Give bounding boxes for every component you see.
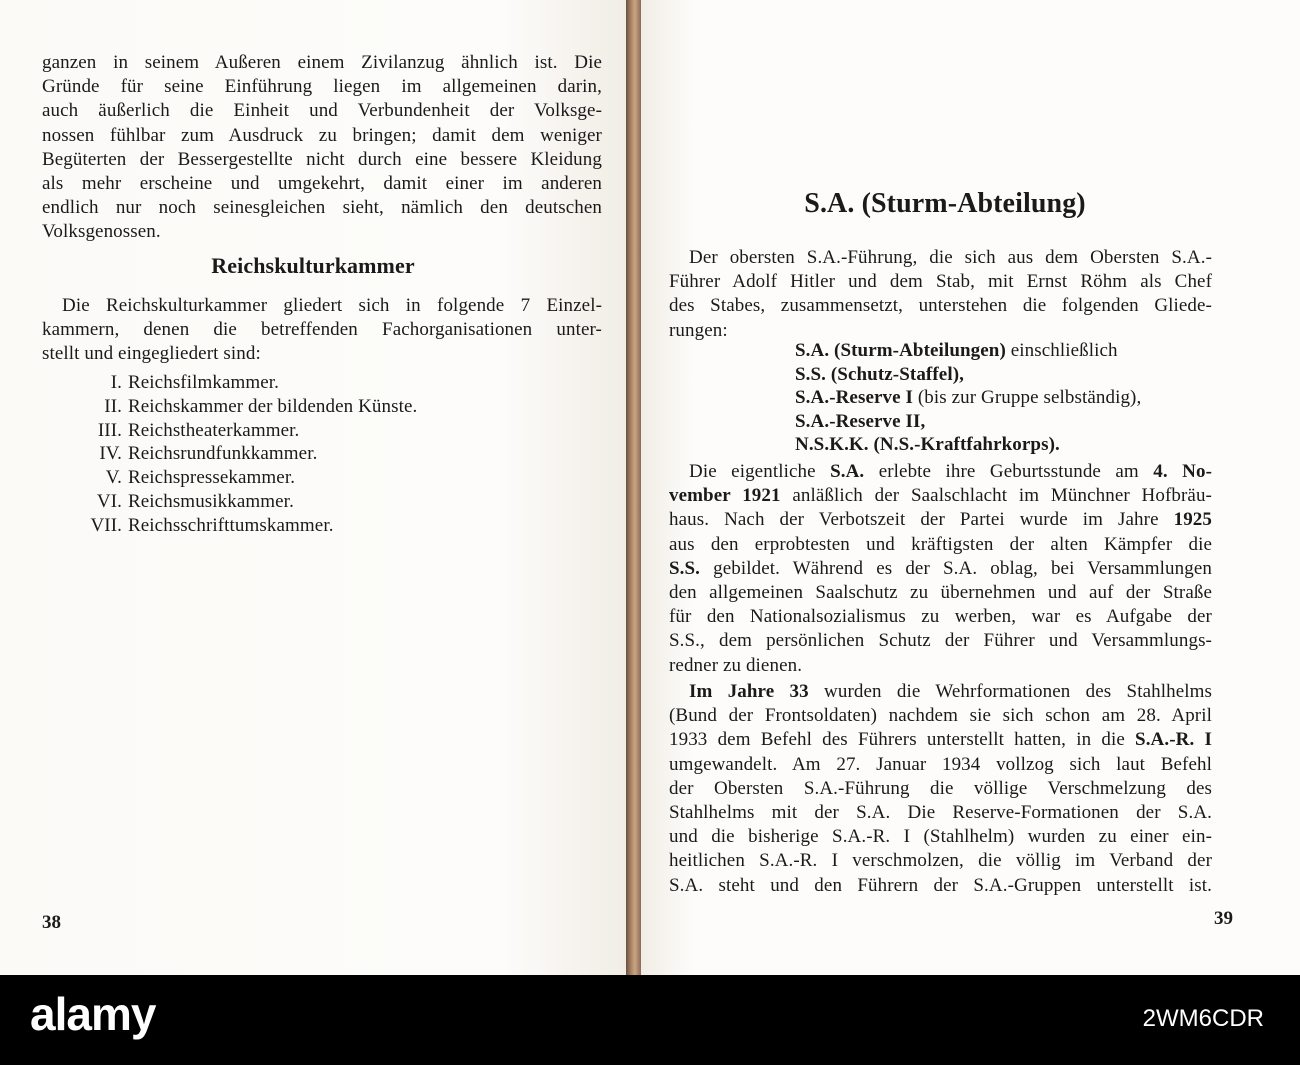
paragraph-line: Volksgenossen. (42, 221, 161, 243)
list-numeral: V. (105, 467, 122, 489)
paragraph-line: rungen: (669, 319, 728, 341)
paragraph-line (669, 485, 1212, 507)
chamber-list-item: Reichsschrifttumskammer. (128, 514, 334, 536)
bold-text: 1925 (1173, 509, 1212, 531)
text-segment: redner zu dienen. (669, 654, 803, 676)
paragraph-line: als mehr erscheine und umgekehrt, damit einer im anderen (42, 173, 602, 194)
paragraph-line: des Stabes, zusammensetzt, unterstehen die folgenden Gliede- (669, 295, 1212, 317)
text-segment: der Obersten S.A.-Führung die völlige Verschmelzung des (669, 777, 1212, 799)
text-segment: S.A. steht und den Führern der S.A.-Gruppen unterstellt ist. (669, 874, 1212, 896)
paragraph-line (689, 461, 1212, 483)
paragraph-line: nossen fühlbar zum Ausdruck zu bringen; damit dem weniger (42, 124, 602, 146)
paragraph-line: kammern, denen die betreffenden Fachorganisationen unter- (42, 319, 602, 341)
organization-list-item (795, 387, 1141, 409)
paragraph-line (669, 655, 1212, 677)
text-segment: gebildet. Während es der S.A. oblag, bei Versammlungen (700, 557, 1212, 579)
paragraph-line (669, 606, 1212, 628)
list-numeral: I. (110, 372, 122, 393)
bold-text: S.A. (830, 461, 865, 482)
paragraph-line (669, 729, 1212, 751)
bold-text: S.S. (669, 557, 701, 579)
bold-text: S.A.-Reserve II, (795, 410, 926, 432)
paragraph-line (669, 875, 1212, 897)
paragraph-line: auch äußerlich die Einheit und Verbundenheit der Volksge- (42, 100, 602, 122)
paragraph-line (669, 558, 1212, 580)
bold-text: 4. No- (1153, 461, 1212, 482)
paragraph-line: Führer Adolf Hitler und dem Stab, mit Ernst Röhm als Chef (669, 271, 1212, 293)
paragraph-line: Die Reichskulturkammer gliedert sich in folgende 7 Einzel- (62, 295, 602, 316)
paragraph-line (669, 850, 1212, 872)
bold-text: S.A. (Sturm-Abteilungen) (795, 340, 1006, 361)
alamy-logo: alamy (30, 988, 156, 1040)
chamber-list-item: Reichsfilmkammer. (128, 372, 280, 393)
text-segment: heitlichen S.A.-R. I verschmolzen, die völlig im Verband der (669, 850, 1212, 872)
text-segment: aus den erprobtesten und kräftigsten der alten Kämpfer die (669, 533, 1212, 555)
text-segment: (Bund der Frontsoldaten) nachdem sie sich schon am 28. April (669, 705, 1212, 727)
bold-text: Im Jahre 33 (689, 681, 809, 702)
text-segment: für den Nationalsozialismus zu werben, war es Aufgabe der (669, 606, 1212, 628)
text-segment: (bis zur Gruppe selbständig), (913, 387, 1142, 408)
section-title-sa: S.A. (Sturm-Abteilung) (804, 188, 1086, 219)
chamber-list-item: Reichskammer der bildenden Künste. (128, 395, 418, 417)
bold-text: S.A.-Reserve I (795, 387, 914, 408)
text-segment: umgewandelt. Am 27. Januar 1934 vollzog sich laut Befehl (669, 753, 1212, 775)
text-segment: und die bisherige S.A.-R. I (Stahlhelm) wurden zu einer ein- (669, 826, 1212, 848)
chamber-list-item: Reichsmusikkammer. (128, 491, 294, 512)
chamber-list-item: Reichstheaterkammer. (128, 419, 300, 441)
paragraph-line: Der obersten S.A.-Führung, die sich aus dem Obersten S.A.- (689, 247, 1212, 268)
paragraph-line (669, 582, 1212, 604)
text-segment: anläßlich der Saalschlacht im Münchner Hofbräu- (780, 485, 1212, 507)
paragraph-line (669, 630, 1212, 652)
image-id: 2WM6CDR (1142, 1005, 1264, 1032)
bold-text: vember 1921 (669, 485, 781, 507)
page-number-right: 39 (1214, 908, 1233, 929)
organization-list-item (795, 411, 925, 433)
bold-text: S.A.-R. I (1135, 729, 1212, 751)
section-heading-reichskulturkammer: Reichskulturkammer (211, 253, 415, 278)
paragraph-line (669, 534, 1212, 556)
book-spine (626, 0, 641, 975)
organization-list-item (795, 340, 1118, 362)
list-numeral: VI. (96, 491, 122, 512)
page-number-left: 38 (42, 912, 61, 933)
paragraph-line (669, 778, 1212, 800)
paragraph-line: Begüterten der Bessergestellte nicht durch eine bessere Kleidung (42, 148, 602, 170)
organization-list-item (795, 364, 964, 386)
stock-footer-bar (0, 975, 1300, 1065)
bold-text: S.S. (Schutz-Staffel), (795, 363, 964, 385)
text-segment: haus. Nach der Verbotszeit der Partei wurde im Jahre (669, 509, 1174, 531)
chamber-list-item: Reichspressekammer. (128, 467, 296, 489)
list-numeral: IV. (99, 443, 122, 465)
list-numeral: III. (97, 419, 122, 441)
text-segment: den allgemeinen Saalschutz zu übernehmen und auf der Straße (669, 582, 1212, 603)
list-numeral: II. (104, 395, 122, 417)
text-segment: Die eigentliche (689, 461, 831, 482)
paragraph-line (669, 826, 1212, 848)
paragraph-line (669, 705, 1212, 727)
text-segment: erlebte ihre Geburtsstunde am (864, 461, 1154, 482)
chamber-list-item: Reichsrundfunkkammer. (128, 443, 318, 465)
text-segment: einschließlich (1005, 340, 1118, 361)
paragraph-line (669, 754, 1212, 776)
bold-text: N.S.K.K. (N.S.-Kraftfahrkorps). (795, 434, 1060, 455)
text-segment: 1933 dem Befehl des Führers unterstellt hatten, in die (669, 729, 1136, 751)
paragraph-line (669, 509, 1212, 531)
paragraph-line: stellt und eingegliedert sind: (42, 343, 261, 365)
paragraph-line: endlich nur noch seinesgleichen sieht, nämlich den deutschen (42, 197, 602, 219)
text-segment: Stahlhelms mit der S.A. Die Reserve-Formationen der S.A. (669, 802, 1212, 823)
paragraph-line: ganzen in seinem Außeren einem Zivilanzug ähnlich ist. Die (42, 52, 602, 73)
paragraph-line (689, 681, 1212, 703)
list-numeral: VII. (90, 514, 122, 536)
text-segment: wurden die Wehrformationen des Stahlhelms (808, 681, 1212, 702)
text-segment: S.S., dem persönlichen Schutz der Führer und Versammlungs- (669, 630, 1212, 652)
paragraph-line (669, 802, 1212, 824)
paragraph-line: Gründe für seine Einführung liegen im allgemeinen darin, (42, 76, 602, 98)
organization-list-item (795, 434, 1060, 456)
